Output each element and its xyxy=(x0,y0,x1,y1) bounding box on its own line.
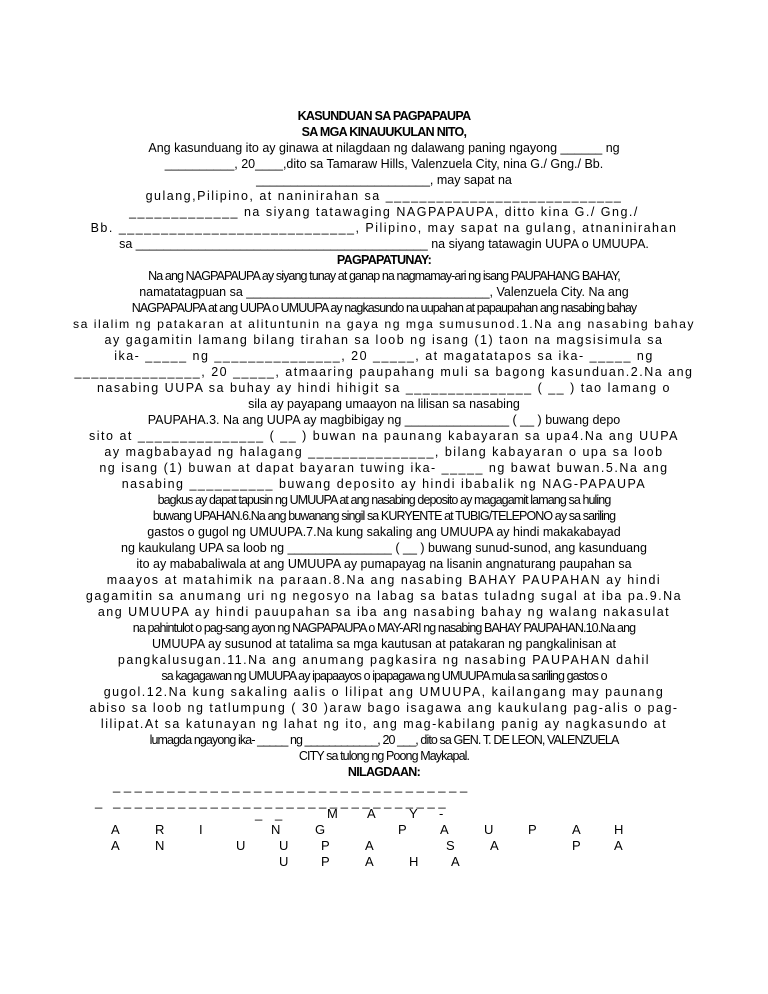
body-line: sa ilalim ng patakaran at alituntunin na gaya ng mga sumusunod.1.Na ang nasabing bahay xyxy=(72,317,696,331)
intro-line: sa __________________________________________ na siyang tatawagin UUPA o UMUUPA. xyxy=(119,237,649,251)
body-line: nasabing UUPA sa buhay ay hindi hihigit sa _______________ ( __ ) tao lamang o xyxy=(96,381,672,395)
signature-char: A xyxy=(111,838,120,853)
signed-heading: NILAGDAAN: xyxy=(347,765,421,779)
signature-char: U xyxy=(279,838,289,853)
signature-char: P xyxy=(321,854,330,869)
intro-line: __________, 20____,dito sa Tamaraw Hills, Valenzuela City, nina G./ Gng./ Bb. xyxy=(164,157,604,171)
signature-char: P xyxy=(528,822,537,837)
body-line: lumagda ngayong ika- _____ ng ____________, 20 ___, dito sa GEN. T. DE LEON, VALENZUELA xyxy=(149,733,619,747)
section-heading: PAGPAPATUNAY: xyxy=(336,253,432,267)
signature-char: P xyxy=(398,822,407,837)
signature-char: U xyxy=(279,854,289,869)
body-line: ay magbabayad ng halagang _______________, bilang kabayaran o upa sa loob xyxy=(104,445,664,459)
body-line: ng isang (1) buwan at dapat bayaran tuwing ika- _____ ng bawat buwan.5.Na ang xyxy=(99,461,669,475)
signature-char: _ xyxy=(255,806,263,821)
signature-char: U xyxy=(484,822,494,837)
signature-char: G xyxy=(315,822,326,837)
body-line: ang UMUUPA ay hindi pauupahan sa iba ang nasabing bahay ng walang nakasulat xyxy=(97,605,671,619)
signature-row xyxy=(95,806,675,822)
body-line: gugol.12.Na kung sakaling aalis o lilipat ang UMUUPA, kailangang may paunang xyxy=(103,685,665,699)
signature-row xyxy=(95,822,675,838)
body-line: bagkus ay dapat tapusin ng UMUUPA at ang nasabing deposito ay magagamit lamang sa huling xyxy=(157,493,611,507)
document-address: SA MGA KINAUUKULAN NITO, xyxy=(301,125,467,139)
signature-char: A xyxy=(365,838,374,853)
signature-char: S xyxy=(446,838,455,853)
intro-line: _____________ na siyang tatawaging NAGPAPAUPA, ditto kina G./ Gng./ xyxy=(129,205,639,219)
signature-row xyxy=(95,854,675,870)
body-line: _______________, 20 _____, atmaaring paupahang muli sa bagong kasunduan.2.Na ang xyxy=(74,365,694,379)
body-line: UMUUPA ay susunod at tatalima sa mga kautusan at patakaran ng pangkalinisan at xyxy=(152,637,616,651)
signature-char: A xyxy=(440,822,449,837)
body-line: abiso sa loob ng tatlumpung ( 30 )araw bago isagawa ang kaukulang pag-alis o pag- xyxy=(89,701,679,715)
intro-line: _________________________, may sapat na xyxy=(256,173,512,187)
body-line: CITY sa tulong ng Poong Maykapal. xyxy=(298,749,470,763)
signature-char: A xyxy=(490,838,499,853)
signature-char: A xyxy=(111,822,120,837)
signature-char: N xyxy=(271,822,281,837)
body-line: NAGPAPAUPA at ang UUPA o UMUUPA ay nagkasundo na uupahan at papaupahan ang nasabing bahay xyxy=(131,301,637,315)
signature-char: _ xyxy=(275,806,283,821)
body-line: pangkalusugan.11.Na ang anumang pagkasira ng nasabing PAUPAHAN dahil xyxy=(117,653,651,667)
body-line: ay gagamitin lamang bilang tirahan sa loob ng isang (1) taon na magsisimula sa xyxy=(104,333,664,347)
intro-line: Bb. ____________________________, Pilipino, may sapat na gulang, atnaninirahan xyxy=(90,221,678,235)
signature-char: Y xyxy=(409,806,418,821)
signature-char: A xyxy=(365,854,374,869)
signature-char: P xyxy=(321,838,330,853)
body-line: ng kaukulang UPA sa loob ng _______________ ( __ ) buwang sunud-sunod, ang kasunduang xyxy=(121,541,647,555)
body-line: sila ay payapang umaayon na lilisan sa nasabing xyxy=(248,397,520,411)
body-line: namatatagpuan sa ___________________________________, Valenzuela City. Na ang xyxy=(139,285,629,299)
signature-char: H xyxy=(614,822,624,837)
body-line: gagamitin sa anumang uri ng negosyo na labag sa batas tuladng sugal at iba pa.9.Na xyxy=(85,589,683,603)
signature-char: M xyxy=(327,806,338,821)
body-line: gastos o gugol ng UMUUPA.7.Na kung sakaling ang UMUUPA ay hindi makakabayad xyxy=(147,525,621,539)
signature-char: A xyxy=(367,806,376,821)
body-line: ika- _____ ng _______________, 20 _____, at magatatapos sa ika- _____ ng xyxy=(114,349,654,363)
body-line: sito at _______________ ( __ ) buwan na paunang kabayaran sa upa4.Na ang UUPA xyxy=(89,429,679,443)
intro-line: gulang,Pilipino, at naninirahan sa ____________________________ xyxy=(145,189,623,203)
signature-char: R xyxy=(155,822,165,837)
body-line: PAUPAHA.3. Na ang UUPA ay magbibigay ng _______________ ( __ ) buwang depo xyxy=(147,413,621,427)
body-line: na pahintulot o pag-sang ayon ng NAGPAPAUPA o MAY-ARI ng nasabing BAHAY PAUPAHAN.10.Na ang xyxy=(132,621,636,635)
body-line: maayos at matahimik na paraan.8.Na ang nasabing BAHAY PAUPAHAN ay hindi xyxy=(106,573,662,587)
body-line: Na ang NAGPAPAUPA ay siyang tunay at ganap na nagmamay-ari ng isang PAUPAHANG BAHAY, xyxy=(148,269,620,283)
signature-dash-line: _ _ _ _ _ _ _ _ _ _ _ _ _ _ _ _ _ _ _ _ _ _ _ _ _ _ _ _ _ _ _ _ xyxy=(95,794,446,809)
signature-char: H xyxy=(409,854,419,869)
body-line: nasabing __________ buwang deposito ay hindi ibabalik ng NAG-PAPAUPA xyxy=(121,477,647,491)
body-line: lilipat.At sa katunayan ng lahat ng ito, ang mag-kabilang panig ay nagkasundo at xyxy=(100,717,668,731)
signature-char: I xyxy=(199,822,203,837)
body-line: sa kagagawan ng UMUUPA ay ipapaayos o ipapagawa ng UMUUPA mula sa sariling gastos o xyxy=(161,669,607,683)
intro-line: Ang kasunduang ito ay ginawa at nilagdaan ng dalawang paning ngayong ______ ng xyxy=(148,141,620,155)
signature-char: N xyxy=(155,838,165,853)
signature-char: A xyxy=(451,854,460,869)
signature-char: U xyxy=(236,838,246,853)
signature-dash-line: _ _ _ _ _ _ _ _ _ _ _ _ _ _ _ _ _ _ _ _ _ _ _ _ _ _ _ _ _ _ _ _ _ xyxy=(113,778,468,793)
document-title: KASUNDUAN SA PAGPAPAUPA xyxy=(297,109,471,123)
signature-char: A xyxy=(614,838,623,853)
signature-row xyxy=(95,838,675,854)
body-line: ito ay mababaliwala at ang UMUUPA ay pumapayag na lisanin angnaturang paupahan sa xyxy=(136,557,632,571)
signature-char: - xyxy=(439,806,444,821)
body-line: buwang UPAHAN.6.Na ang buwanang singil sa KURYENTE at TUBIG/TELEPONO ay sa sariling xyxy=(152,509,616,523)
signature-char: A xyxy=(572,822,581,837)
signature-char: P xyxy=(572,838,581,853)
